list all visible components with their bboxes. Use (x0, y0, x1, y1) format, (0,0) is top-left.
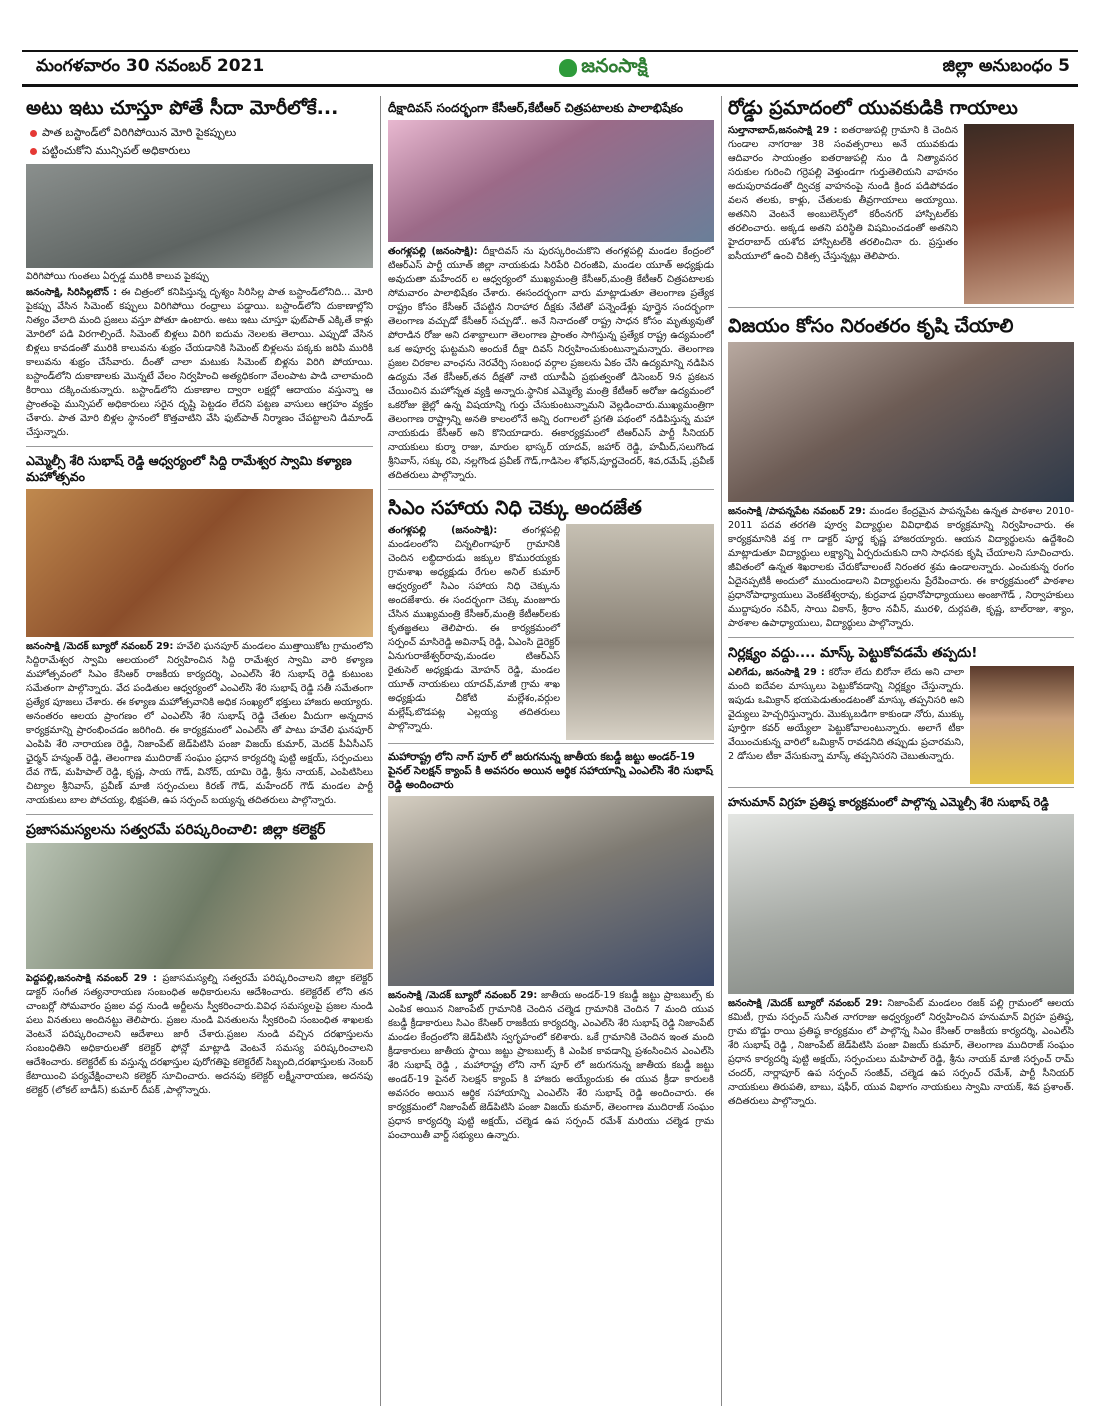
article-mask (728, 644, 1074, 764)
article-collector (26, 821, 373, 1098)
photo-kabaddi-players (388, 796, 714, 986)
bullet-point: పట్టించుకోని మున్సిపల్‌ అధికారులు (26, 142, 373, 160)
article-alumni-meet (728, 314, 1074, 631)
column-right (728, 96, 1074, 1406)
photo-cheque-handover (566, 524, 714, 740)
article-text: మండల కేంద్రమైన పాపన్నపేట ఉన్నత పాఠశాల 2010-2011 పదవ తరగతి పూర్వ విద్యార్థుల వివిధాభివ కార్యక్రమాన్ని నిర్వహించారు. ఈ కార్యక్రమానికి వక్త గా డాక్టర్‌ పూర్ణ కృష్ణ హాజరయ్యారు. ఆయన విద్యార్థులను ఉద్దేశించి మాట్లాడుతూ విద్యార్థులు లక్ష్యాన్ని ఏర్పరుచుకుని దాని సాధనకు కృషి చేయాలని సూచించారు. జీవితంలో ఉన్నత శిఖరాలకు చేరుకోవాలంటే నిరంతర శ్రమ ఉండాలన్నారు. ఎంచుకున్న రంగం ఏదైనప్పటికీ అందులో ముందుండాలని విద్యార్థులను ప్రేరేపించారు. ఈ కార్యక్రమంలో పాఠశాల ప్రధానోపాధ్యాయులు వెంకటేశ్వరావు, కుర్రవాడ ప్రధానోపాధ్యాయులు అంజాగౌడ్‌ , నిర్వాహకులు ముద్దాపురం నవీన్‌, సాయి వికాస్‌, శ్రీరాం నవీన్‌, మురళి, దుర్గపతి, కృష్ణ, బాల్‌రాజు, శ్యాం, పాఠశాల ఉపాధ్యాయులు, విద్యార్థులు పాల్గొన్నారు. (728, 506, 1074, 629)
headline: దీక్షాదివస్‌ సందర్భంగా కేసీఆర్‌,కేటీఆర్‌ చిత్రపటాలకు పాలాభిషేకం (388, 101, 683, 115)
article-deeksha-divas (388, 100, 714, 483)
article-drain (26, 96, 373, 440)
photo-collector-office (26, 843, 373, 969)
article-kalyanam (26, 453, 373, 808)
masthead-logo (559, 55, 647, 82)
photo-temple-ceremony (26, 489, 373, 637)
article-body (26, 972, 373, 1098)
article-text: జాతీయ అండర్‌-19 కబడ్డీ జట్టు ప్రాబబుల్స్‌ కు ఎంపిక అయిన నిజాంపేట్‌ గ్రామానికి చెందిన చల్మెడ గ్రామానికి చెందిన 7 మంది యువ కబడ్డీ క్రీడాకారులు సిఎం కేసిఆర్‌ రాజకీయ కార్యదర్శి, ఎంఎల్‌సి శేరి సుభాష్‌ రెడ్డి నిజాంపేట్‌ మండల కేంద్రంలోని జెడ్‌పిటిసి స్వగృహంలో కలిశారు. ఒకే గ్రామానికి చెందిన ఇంత మంది క్రీడాకారులు జాతీయ స్థాయి జట్టు ప్రాబబుల్స్‌ కి ఎంపిక కావడాన్ని ప్రశంసించిన ఎంఎల్‌సి శేరి సుభాష్‌ రెడ్డి , మహారాష్ట్ర లోని నాగ్‌ పూర్‌ లో జరుగనున్న జాతీయ కబడ్డీ జట్టు అండర్‌-19 పైనల్‌ సెలక్షన్‌ క్యాంప్‌ కి హాజరు అయ్యేందుకు ఈ యువ క్రీడా కారులకి అవసరం అయిన ఆర్థిక సహాయాన్ని ఎంఎల్‌సి శేరి సుభాష్‌ రెడ్డి అందించారు. ఈ కార్యక్రమంలో నిజాంపేట్‌ జెడ్‌పిటిసి పంజా విజయ్‌ కుమార్‌, తెలంగాణ ముదిరాజ్‌ సంఘం ప్రధాన కార్యదర్శి పుట్టి అక్షయ్‌, చల్మెడ ఉప సర్పంచ్‌ రమేశ్‌ మరియు చల్మెడ గ్రామ పంచాయితీ వార్డ్‌ సభ్యులు ఉన్నారు. (388, 990, 714, 1141)
section-label: జిల్లా అనుబంధం 5 (942, 56, 1070, 76)
dateline: జనంసాక్షి /పాపన్నపేట నవంబర్‌ 29: (728, 506, 866, 517)
photo-broken-drain (26, 164, 373, 268)
dateline: పెద్దపల్లి,జనంసాక్షి నవంబర్‌ 29 : (26, 973, 157, 984)
headline: మహారాష్ట్ర లోని నాగ్‌ పూర్‌ లో జరుగనున్న జాతీయ కబడ్డీ జట్టు అండర్‌-19 పైనల్‌ సెలక్షన్‌ క్యాంప్‌ కి అవసరం అయిన ఆర్థిక సహాయాన్ని ఎంఎల్‌సి శేరి సుభాష్‌ రెడ్డి అందించారు (388, 751, 713, 791)
article-kabaddi (388, 750, 714, 1143)
divider (26, 446, 373, 447)
bullet-point: పాత బస్టాండ్‌లో విరిగిపోయిన మోరి పైకప్పులు (26, 124, 373, 142)
column-middle (388, 96, 714, 1406)
dateline: తంగళ్లపల్లి (జనంసాక్షి): (388, 246, 478, 257)
article-text: నిజాంపేట్‌ మండలం రజక్‌ పల్లి గ్రామంలో ఆలయ కమిటీ, గ్రామ సర్పంచ్‌ సునీత నాగరాజు అధ్వర్యంలో నిర్వహించిన హనుమాన్‌ విగ్రహ ప్రతిష్ఠ, గ్రామ బొడ్డు రాయి ప్రతిష్ఠ కార్యక్రమం లో పాల్గొన్న సిఎం కేసిఆర్‌ రాజకీయ కార్యదర్శి, ఎంఎల్‌సి శేరి సుభాష్‌ రెడ్డి , నిజాంపేట్‌ జెడ్‌పిటిసి పంజా విజయ్‌ కుమార్‌, తెలంగాణ ముదిరాజ్‌ సంఘం ప్రధాన కార్యదర్శి పుట్టి అక్షయ్‌, సర్పంచులు మహిపాల్‌ రెడ్డి, శ్రీను నాయక్‌ మాజీ సర్పంచ్‌ రామ్‌ చందర్‌, నార్లాపూర్‌ ఉప సర్పంచ్‌ సంజీవ్‌, చల్మెడ ఉప సర్పంచ్‌ రమేశ్‌, పార్టీ సీనియర్‌ నాయకులు తిరుపతి, బాబు, షఫీర్‌, యువ విభాగం నాయకులు స్వామి నాయక్‌, శివ ప్రశాంత్‌. తదితరులు పాల్గొన్నారు. (728, 998, 1074, 1107)
article-body (388, 989, 714, 1143)
headline: ప్రజాసమస్యలను సత్వరమే పరిష్కరించాలి: జిల్లా కలెక్టర్‌ (26, 822, 326, 838)
article-road-accident (728, 96, 1074, 264)
article-body (728, 505, 1074, 631)
article-hanuman-idol (728, 794, 1074, 1109)
article-text: ఈ చిత్రంలో కనిపిస్తున్న దృశ్యం సిరిసిల్ల పాత బస్టాండ్‌లోనిది... మోరి పైకప్పు వేసిన సిమెంట్‌ కప్పులు విరిగిపోయి రంధ్రాలు పడ్డాయి. బస్టాండ్‌లోని దుకాణాల్లోని నిత్యం వేలాది మంది ప్రజలు వస్తూ పోతూ ఉంటారు. అటు ఇటు చూస్తూ ఫుట్‌పాత్‌ ఎక్కితే కాళ్లు మోరిలో పడి విరగాల్సిందే. సిమెంట్‌ బిళ్లలు విరిగి ఐదుమ నెలలకు తెలాయి. ఎప్పుడో వేసిన బిళ్లలు కావడంతో మురికి కాలువను శుభ్రం చేయడానికి సిమెంట్‌ బిళ్లలను పక్కకు జరిపి మురికి కాలువను శుభ్రం చేసేవారు. దీంతో చాలా మటుకు సిమెంట్‌ బిళ్లను విరిగి పోయాయి. బస్టాండ్‌లోని దుకాణాలకు మొన్నటే వేలం నిర్వహించి అత్యధికంగా వేలంపాట పాడి చాలామంది కిరాయి దక్కించుకున్నారు. బస్టాండ్‌లోని దుకాణాల ద్వారా లక్షల్లో ఆదాయం వస్తున్నా ఆ ప్రాంతంపై మున్సిపల్‌ అధికారులు సరైన దృష్టి పెట్టడం లేదని పట్టణ వాసులు ఆగ్రహం వ్యక్తం చేశారు. పాత మోరి బిళ్లల స్థానంలో కొత్తవాటిని వేసి ఫుట్‌పాత్‌ నిర్మాణం చేపట్టాలని డిమాండ్‌ చేస్తున్నారు. (26, 287, 373, 438)
dateline: జనంసాక్షి, సిరిసిల్లటౌన్‌ : (26, 287, 117, 298)
article-body (26, 286, 373, 440)
issue-date: మంగళవారం 30 నవంబర్ 2021 (36, 56, 265, 76)
divider (388, 743, 714, 744)
dateline: తంగళ్లపల్లి (జనంసాక్షి): (388, 525, 498, 536)
column-divider (380, 96, 381, 1406)
logo-emblem-icon (559, 59, 577, 77)
page-header (22, 50, 1078, 87)
article-text: ప్రజాసమస్యల్ని సత్వరమే పరిష్కరించాలని జిల్లా కలెక్టర్‌ డాక్టర్‌ సంగీత సత్యనారాయణ సంబంధిత అధికారులను ఆదేశించారు. కలెక్టరేట్‌ లోని తన చాంబర్లో సోమవారం ప్రజల వద్ద నుండి అర్జీలను స్వీకరించారు.వివిధ సమస్యలపై ప్రజల నుండి పలు వినతులు అందినట్టు తెలిపారు. ప్రజల నుండి వినతులను స్వీకరించి సంబంధిత శాఖలకు వెంటనే పరిష్కరించాలని ఆదేశాలు జారీ చేశారు.ప్రజల నుండి వచ్చిన దరఖాస్తులను సంబంధితిని అధికారులతో కలెక్టర్‌ ఫోన్లో మాట్లాడి వెంటనే సమస్య పరిష్కరించాలని ఆదేశించారు. కలెక్టరేట్‌ కు వస్తున్న దరఖాస్తుల పురోగతిపై కలెక్టరేట్‌ సిబ్బంది,దరఖాస్తులకు నెంబర్‌ కేటాయించి పర్యవేక్షించాలని కలెక్టర్‌ సూచించారు. అదనపు కలెక్టర్‌ లక్ష్మీనారాయణ, అదనపు కలెక్టర్‌ (లోకల్‌ బాడీస్‌) కుమార్‌ దీపక్‌ ,పాల్గొన్నారు. (26, 973, 373, 1096)
photo-meeting-hall (728, 814, 1074, 994)
column-left (26, 96, 373, 1406)
photo-palabhishekam (388, 120, 714, 242)
dateline: జనంసాక్షి /మెదక్‌ బ్యూరో నవంబర్‌ 29: (728, 998, 883, 1009)
column-divider (721, 96, 722, 1406)
article-cmrf-cheque (388, 496, 714, 734)
article-body (388, 245, 714, 483)
divider (26, 814, 373, 815)
headline: ఎమ్మెల్సీ శేరి సుభాష్‌ రెడ్డి ఆధ్వర్యంలో సిద్ది రామేశ్వర స్వామి కళ్యాణ మహోత్సవం (26, 453, 352, 484)
article-body (728, 997, 1074, 1109)
article-text: తంగళ్లపల్లి మండలంలోని చిన్నలింగాపూర్‌ గ్రామానికి చెందిన లబ్ధిదారుడు జక్కుల కొమురయ్యకు గ్రామశాఖ అధ్యక్షుడు రేగుల అనిల్‌ కుమార్‌ ఆధ్వర్యంలో సిఎం సహాయ నిధి చెక్కును అందజేశారు. ఈ సందర్భంగా చెక్కు మంజూరు చేసిన ముఖ్యమంత్రి కేసీఆర్‌,మంత్రి కేటీఆర్‌లకు కృతజ్ఞతలు తెలిపారు. ఈ కార్యక్రమంలో సర్పంచ్‌ మాసిరెడ్డి అవినాష్‌ రెడ్డి, ఏఎంసి డైరెక్టర్‌ ఏనుగురాజేశ్వర్‌రావు,మండల టిఆర్‌ఎస్‌ రైతుసెల్‌ అధ్యక్షుడు మోహన్‌ రెడ్డి, మండల యూత్‌ నాయకులు యాదవ్‌,మాజీ గ్రామ శాఖ అధ్యక్షుడు చీకోటి మల్లేశం,వర్గుల మల్లేష్‌,బొడపట్ల ఎల్లయ్య తదితరులు పాల్గొన్నారు. (388, 525, 560, 732)
divider (728, 637, 1074, 638)
article-text: హవేలి ఘనపూర్‌ మండలం ముత్తాయికోట గ్రామంలోని సిద్దిరామేశ్వర స్వామి ఆలయంలో నిర్వహించిన సిద్ది రామేశ్వర స్వామి వారి కళ్యాణ మహోత్సవంలో సిఎం కేసిఆర్‌ రాజకీయ కార్యదర్శి, ఎంఎల్‌సి శేరి సుభాష్‌ రెడ్డి కుటుంబ సమేతంగా పాల్గొన్నారు. వేద పండితుల ఆధ్వర్యంలో ఎంఎల్‌సి శేరి సుభాష్‌ రెడ్డి సతీ సమేతంగా ప్రత్యేక పూజలు చేశారు. ఈ కళ్యాణ మహోత్సవానికి అధిక సంఖ్యలో భక్తులు హాజరు అయ్యారు. అనంతరం ఆలయ ప్రాంగణం లో ఎంఎల్‌సి శేరి సుభాష్‌ రెడ్డి చేతుల మీదుగా అన్నదాన కార్యక్రమాన్ని ప్రారంభించడం జరిగింది. ఈ కార్యక్రమంలో ఎంఎల్‌సి తో పాటు హవేలి ఘనపూర్‌ ఎంపిపి శేరి నారాయణ రెడ్డి, నిజాంపేట్‌ జెడ్‌పిటిసి పంజా విజయ్‌ కుమార్‌, మెదక్‌ పీఏసీఎస్‌ ఛైర్మన్‌ హన్మంత్‌ రెడ్డి, తెలంగాణ ముదిరాజ్‌ సంఘం ప్రధాన కార్యదర్శి పుట్టి అక్షయ్‌, సర్పంచులు దేవ గౌడ్‌, మహిపాల్‌ రెడ్డి, కృష్ణ, సాయ గౌడ్‌, వినోద్‌, యామి రెడ్డి, శ్రీను నాయక్‌, ఎంపిటిసిలు చిట్యాల శ్రీనివాస్‌, ప్రవీణ్‌ మాజీ సర్పంచులు కిరణ్‌ గౌడ్‌, మహేందర్‌ గౌడ్‌ మండల పార్టీ నాయకులు బాల పోచయ్య, భిక్షపతి, ఉప సర్పంచ్‌ బయ్యన్న తదితరులు పాల్గొన్నారు. (26, 641, 373, 806)
dateline: జనంసాక్షి /మెదక్‌ బ్యూరో నవంబర్‌ 29: (388, 990, 538, 1001)
headline: సిఎం సహాయ నిధి చెక్కు అందజేత (388, 497, 642, 519)
article-text: కరోనా లేదు బిరోనా లేదు అని చాలా మంది ఐదేవల మాస్కులు పెట్టుకోవడాన్ని నిర్లక్ష్యం చేస్తున్నారు. ఇపుడు ఒమిక్రాన్‌ భయపెడుతుండటంతో మాస్కు తప్పనిసరి అని వైద్యులు హెచ్చరిస్తున్నారు. మొక్కుబడిగా కాకుండా నోరు, ముక్కు పూర్తిగా కవర్‌ అయ్యేలా పెట్టుకోవాలంటున్నారు. అలాగే టీకా వేయించుకున్న వారిలో ఒమిక్రాన్‌ రావడనిది తప్పుడు ప్రచారమని, 2 డోసుల టీకా వేసుకున్నా మాస్క్‌ తప్పనిసరని చెబుతున్నారు. (728, 667, 964, 762)
photo-alumni-event (728, 342, 1074, 502)
dateline: సుల్తానాబాద్‌,జనంసాక్షి 29 : (728, 125, 838, 136)
logo-text: జనంసాక్షి (581, 54, 648, 77)
headline: విజయం కోసం నిరంతరం కృషి చేయాలి (728, 315, 1014, 337)
headline: అటు ఇటు చూస్తూ పోతే సీదా మోరీలోకే... (26, 97, 339, 119)
headline: నిర్లక్ష్యం వద్దు.... మాస్క్‌ పెట్టుకోవడమే తప్పదు! (728, 645, 978, 661)
photo-girl-with-mask (970, 666, 1074, 784)
article-body (26, 640, 373, 808)
headline: హనుమాన్‌ విగ్రహ ప్రతిష్ఠ కార్యక్రమంలో పాల్గొన్న ఎమ్మెల్సీ శేరి సుభాష్‌ రెడ్డి (728, 795, 1049, 809)
divider (728, 787, 1074, 788)
dateline: ఎలిగేడు, జనంసాక్షి 29 : (728, 667, 825, 678)
headline: రోడ్డు ప్రమాదంలో యువకుడికి గాయాలు (728, 97, 1018, 119)
dateline: జనంసాక్షి /మెదక్‌ బ్యూరో నవంబర్‌ 29: (26, 641, 174, 652)
photo-injured-youth (964, 124, 1074, 304)
article-text: ఐతరాజుపల్లి గ్రామాని కి చెందిన గుండాల నాగరాజు 38 సంవత్సరాలు అనే యువకుడు ఆదివారం సాయంత్రం ఐతరాజుపల్లి నుం డి నిత్యావసర సరుకుల గురించి గర్రెపల్లి వెళ్తుండగా గుర్తుతెలియని వాహనం అదుపురావడంతో ద్విచక్ర వాహనంపై నుండి క్రింద పడిపోవడం వలన తలకు, కాళ్లు, చేతులకు తీవ్రగాయాలు అయ్యాయి. అతనిని వెంటనే అంబులెన్స్‌లో కరీంనగర్‌ హాస్పిటల్‌కు తరలించారు. అక్కడ అతని పరిస్థితి విషమించడంతో అతనిని హైదరాబాద్‌ యశోద హాస్పిటల్‌కి తరలించినా రు. ప్రస్తుతం ఐసీయూలో ఉంచి చికిత్స చేస్తున్నట్లు తెలిపారు. (728, 125, 958, 262)
divider (728, 307, 1074, 308)
article-text: దీక్షాదివస్‌ ను పురస్కరించుకొని తంగళ్లపల్లి మండల కేంద్రంలో టిఆర్‌ఎస్‌ పార్టీ యూత్‌ జిల్లా నాయకుడు సిరిపేరి చిరంజీవి, మండల యూత్‌ అధ్యక్షుడు అవుదుతా మహేందర్‌ ల ఆధ్వర్యంలో ముఖ్యమంత్రి కేసీఆర్‌,మంత్రి కేటీఆర్‌ చిత్రపటాలకు సోమవారం పాలాభిషేకం చేశారు. ఈసందర్భంగా వారు మాట్లాడుతూ తెలంగాణ ప్రత్యేక రాష్ట్రం కోసం కేసీఆర్‌ చేపట్టిన నిరాహార దీక్షకు నేటితో పన్నెండేళ్లు పూర్తైన సందర్భంగా తెలంగాణ వచ్చుడో కేసీఆర్‌ సచ్చుడో.. అనే నినాదంతో రాష్ట్ర సాధన కోసం మృత్యువుతో పోరాడిన రోజు అని దశాబ్దాలుగా తెలంగాణ ప్రాంతం సాగిస్తున్న ప్రత్యేక రాష్ట్ర ఉద్యమంలో ఒక అపూర్వ ఘట్టమని అందుకే దీక్షా దివస్‌ నిర్వహించుకుంటున్నామన్నారు. తెలంగాణ ప్రజల చిరకాల వాంఛను నెరవేర్చి సంబంధ వర్గాల ప్రజలను ఏకం చేసి ఉద్యమాన్ని నడిపిన ఉద్యమ నేత కేసీఆర్‌,తన దీక్షతో నాటి యూపీఏ ప్రభుత్వంతో డిసెంబర్‌ 9న ప్రకటన చేయించిన మహోన్నత వ్యక్తి అన్నారు.స్థానిక ఎమ్మెల్యే మంత్రి కేటీఆర్‌ అరోజు ఉద్యమంలో ఒకరోజు జైల్లో ఉన్న విషయాన్ని గుర్తు చేసుకుంటున్నామని వెల్లడించారు.ముఖ్యమంత్రిగా తెలంగాణ రాష్ట్రాన్ని అనతి కాలంలోనే అన్ని రంగాలలో ప్రగతి పథంలో నడిపిస్తున్న మహా నాయకుడు కేసీఆర్‌ అని కొనియాడారు. ఈకార్యక్రమంలో టిఆర్‌ఎస్‌ పార్టీ సీనియర్‌ నాయకులు కుర్మా రాజు, మారుల భాస్కర్‌ యాదవ్‌, జహార్‌ రెడ్డి, హమీద్‌,సలుగొండ శ్రీనివాస్‌, సక్కు రవి, నల్లగొండ ప్రవీణ్‌ గౌడ్‌,గాడిసెల శోభన్‌,పూర్ణచెందర్‌, శివ,రమేష్‌ ,ప్రవీణ్‌ తదితరులు పాల్గొన్నారు. (388, 246, 714, 481)
divider (388, 489, 714, 490)
photo-caption: విరిగిపోయి గుంతలు ఏర్పడ్డ మురికి కాలువ పైకప్పు (26, 271, 209, 282)
